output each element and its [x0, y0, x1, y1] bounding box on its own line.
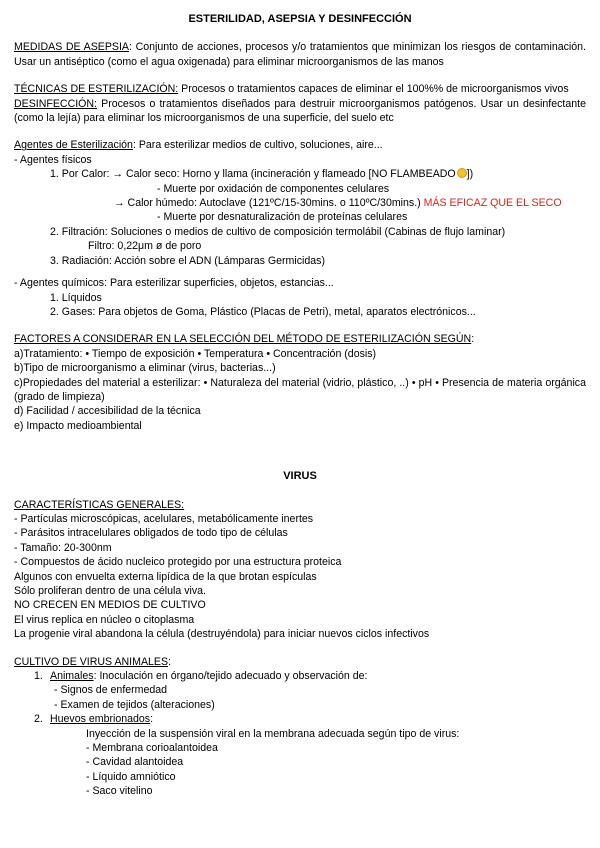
- calor-humedo-text: → Calor húmedo: Autoclave (121ºC/15-30mins. o 110ºC/30mins.): [114, 197, 424, 210]
- agentes-heading: [14, 138, 586, 152]
- medidas-text: : Conjunto de acciones, procesos y/o tratamientos que minimizan los riesgos de contaminación. Usar un antiséptico (como el agua oxigenada) para eliminar microorganismos de las manos: [14, 41, 586, 68]
- desinfeccion-paragraph: [14, 97, 586, 126]
- animales-sub: - Examen de tejidos (alteraciones): [54, 698, 215, 711]
- caract-line: El virus replica en núcleo o citoplasma: [14, 613, 195, 626]
- calor-text: 1. Por Calor: → Calor seco: Horno y llama (incineración y flameado [NO FLAMBEADO: [50, 168, 456, 181]
- factor-d: d) Facilidad / accesibilidad de la técnica: [14, 405, 201, 418]
- caract-line: - Partículas microscópicas, acelulares, metabólicamente inertes: [14, 512, 314, 525]
- calor-seco-sub: - Muerte por oxidación de componentes celulares: [157, 182, 390, 195]
- liquidos-line: 1. Líquidos: [50, 291, 102, 304]
- desinfeccion-text: Procesos o tratamientos diseñados para destruir microorganismos patógenos. Usar un desinfectante (como la lejía) para eliminar los microorganismos de una superficie, del suelo etc: [14, 97, 586, 125]
- tecnicas-paragraph: [14, 82, 586, 96]
- huevos-sub: - Membrana corioalantoidea: [86, 742, 218, 755]
- factor-a: a)Tratamiento: • Tiempo de exposición • Temperatura • Concentración (dosis): [14, 347, 377, 360]
- agentes-quimicos: - Agentes químicos: Para esterilizar superficies, objetos, estancias...: [14, 277, 334, 290]
- animales-item: [14, 669, 586, 683]
- cultivo-label-end: :: [168, 655, 171, 668]
- caracteristicas-label: CARACTERÍSTICAS GENERALES:: [14, 498, 185, 511]
- agentes-fisicos: - Agentes físicos: [14, 153, 92, 166]
- caract-line: - Parásitos intracelulares obligados de todo tipo de células: [14, 527, 288, 540]
- huevos-desc: Inyección de la suspensión viral en la membrana adecuada según tipo de virus:: [86, 727, 460, 740]
- caract-line: Algunos con envuelta externa lipídica de la que brotan espículas: [14, 570, 317, 583]
- filtro-line: Filtro: 0,22μm ø de poro: [88, 240, 202, 253]
- huevos-number: 2.: [34, 713, 43, 726]
- calor-humedo-highlight: MÁS EFICAZ QUE EL SECO: [423, 197, 562, 210]
- huevos-sub: - Saco vitelino: [86, 785, 153, 798]
- radiacion-line: 3. Radiación: Acción sobre el ADN (Lámparas Germicidas): [50, 254, 325, 267]
- document-page: [14, 12, 586, 799]
- page-title: ESTERILIDAD, ASEPSIA Y DESINFECCIÓN: [188, 13, 412, 25]
- huevos-sub: - Líquido amniótico: [86, 770, 176, 783]
- huevos-item: [14, 712, 586, 726]
- cultivo-heading: [14, 655, 586, 669]
- animales-text: : Inoculación en órgano/tejido adecuado y observación de:: [93, 670, 368, 683]
- huevos-text: :: [150, 713, 154, 726]
- calor-humedo-line: [14, 196, 586, 210]
- animales-number: 1.: [34, 670, 43, 683]
- caract-line: NO CRECEN EN MEDIOS DE CULTIVO: [14, 599, 206, 612]
- huevos-label: Huevos embrionados: [50, 713, 151, 726]
- caract-line: Sólo proliferan dentro de una célula viva.: [14, 585, 206, 597]
- caract-line: La progenie viral abandona la célula (destruyéndola) para iniciar nuevos ciclos infectivos: [14, 628, 430, 641]
- tecnicas-label: TÉCNICAS DE ESTERILIZACIÓN:: [14, 83, 179, 96]
- calor-line: [14, 167, 586, 181]
- caract-line: - Compuestos de ácido nucleico protegido por una estructura proteica: [14, 556, 342, 569]
- cultivo-label: CULTIVO DE VIRUS ANIMALES: [14, 655, 169, 668]
- animales-sub: - Signos de enfermedad: [54, 684, 168, 697]
- factor-e: e) Impacto medioambiental: [14, 419, 142, 432]
- agentes-text: : Para esterilizar medios de cultivo, soluciones, aire...: [132, 139, 383, 152]
- animales-label: Animales: [50, 670, 94, 683]
- caract-line: - Tamaño: 20-300nm: [14, 541, 112, 554]
- virus-title: VIRUS: [283, 470, 317, 483]
- calor-end: ]): [466, 168, 474, 181]
- medidas-paragraph: [14, 40, 586, 69]
- gases-line: 2. Gases: Para objetos de Goma, Plástico (Placas de Petri), metal, aparatos electrónicos...: [50, 305, 476, 318]
- desinfeccion-label: DESINFECCIÓN:: [14, 97, 97, 110]
- huevos-sub: - Cavidad alantoidea: [86, 756, 184, 769]
- filtracion-line: 2. Filtración: Soluciones o medios de cultivo de composición termolábil (Cabinas de flujo laminar): [50, 225, 506, 238]
- calor-humedo-sub: - Muerte por desnaturalización de proteínas celulares: [157, 211, 408, 224]
- factor-b: b)Tipo de microorganismo a eliminar (virus, bacterias...): [14, 362, 276, 375]
- tecnicas-text: Procesos o tratamientos capaces de eliminar el 100%% de microorganismos vivos: [178, 83, 569, 96]
- factores-heading: [14, 332, 586, 346]
- factores-label: FACTORES A CONSIDERAR EN LA SELECCIÓN DEL MÉTODO DE ESTERILIZACIÓN SEGÚN: [14, 333, 472, 346]
- factor-c: c)Propiedades del material a esterilizar: • Naturaleza del material (vidrio, plástico, ..) • pH • Presencia de materia orgánica (grado de limpieza): [14, 376, 586, 403]
- agentes-label: Agentes de Esterilización: [14, 139, 133, 152]
- medidas-label: MEDIDAS DE ASEPSIA: [14, 41, 130, 54]
- factores-label-end: :: [471, 333, 475, 346]
- smiley-emoji-icon: [457, 168, 467, 178]
